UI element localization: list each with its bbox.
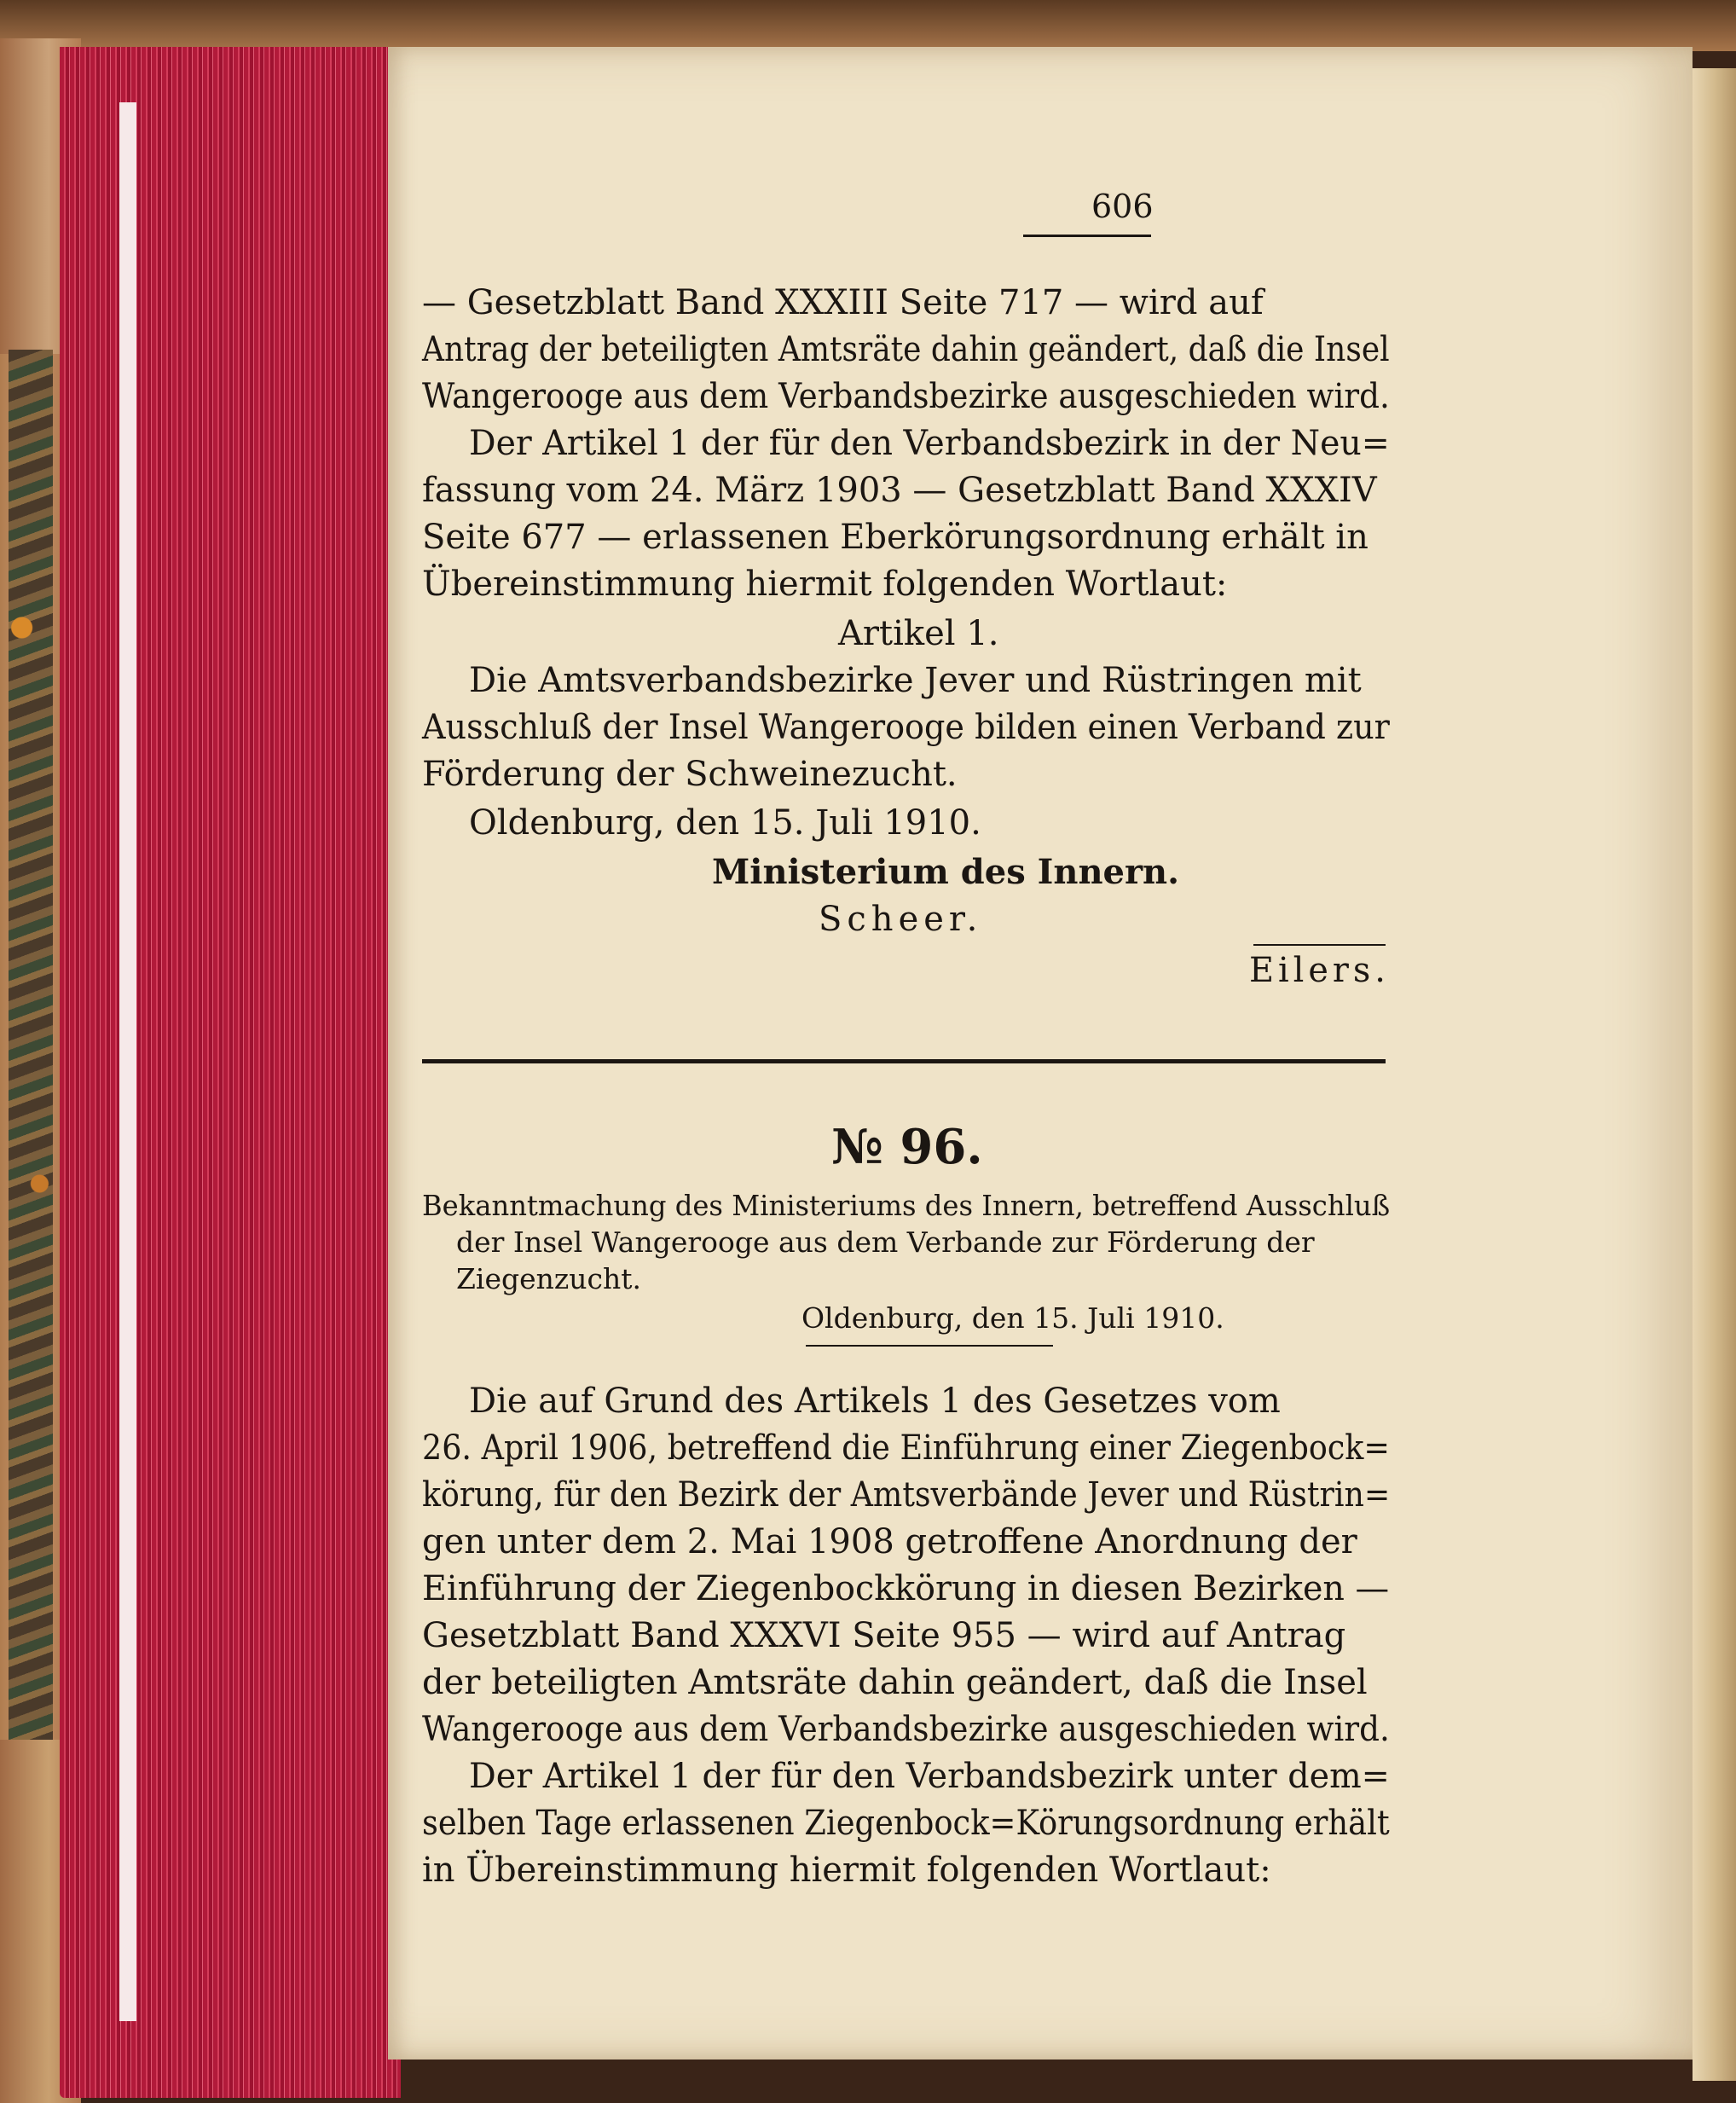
section-number: № 96. bbox=[831, 1119, 983, 1175]
text-line: Der Artikel 1 der für den Verbandsbezirk in der Neu= bbox=[469, 424, 1390, 463]
text-line: gen unter dem 2. Mai 1908 getroffene Anordnung der bbox=[422, 1522, 1357, 1561]
book-page bbox=[388, 47, 1693, 2060]
summary-date: Oldenburg, den 15. Juli 1910. bbox=[801, 1301, 1224, 1335]
article-heading: Artikel 1. bbox=[838, 614, 999, 653]
summary-line: Bekanntmachung des Ministeriums des Innern, betreffend Ausschluß bbox=[422, 1189, 1391, 1222]
text-line: körung, für den Bezirk der Amtsverbände Jever und Rüstrin= bbox=[422, 1475, 1391, 1515]
page-number: 606 bbox=[1091, 188, 1154, 225]
text-line: Wangerooge aus dem Verbandsbezirke ausgeschieden wird. bbox=[422, 377, 1390, 416]
text-line: in Übereinstimmung hiermit folgenden Wortlaut: bbox=[422, 1851, 1271, 1890]
ministry-name: Ministerium des Innern. bbox=[712, 852, 1180, 892]
red-page-edges bbox=[60, 47, 401, 2098]
text-line: der beteiligten Amtsräte dahin geändert, daß die Insel bbox=[422, 1663, 1368, 1702]
summary-rule bbox=[806, 1345, 1053, 1347]
signatory: Eilers. bbox=[1249, 951, 1390, 990]
text-line: Der Artikel 1 der für den Verbandsbezirk unter dem= bbox=[469, 1757, 1390, 1796]
text-line: Förderung der Schweinezucht. bbox=[422, 755, 958, 794]
text-line: Übereinstimmung hiermit folgenden Wortlaut: bbox=[422, 565, 1228, 604]
page-number-rule bbox=[1023, 235, 1151, 237]
text-line: fassung vom 24. März 1903 — Gesetzblatt Band XXXIV bbox=[422, 471, 1377, 510]
text-line: Die Amtsverbandsbezirke Jever und Rüstringen mit bbox=[469, 661, 1362, 700]
text-line: Seite 677 — erlassenen Eberkörungsordnung erhält in bbox=[422, 518, 1369, 557]
summary-line: Ziegenzucht. bbox=[456, 1262, 642, 1295]
facing-page-edge bbox=[1693, 68, 1736, 2081]
book-top-edge bbox=[0, 0, 1736, 51]
signature-rule bbox=[1253, 944, 1386, 946]
text-line: Einführung der Ziegenbockkörung in diesen Bezirken — bbox=[422, 1569, 1390, 1608]
text-line: Antrag der beteiligten Amtsräte dahin geändert, daß die Insel bbox=[422, 330, 1390, 369]
section-divider bbox=[422, 1059, 1386, 1063]
summary-line: der Insel Wangerooge aus dem Verbande zur Förderung der bbox=[456, 1225, 1315, 1259]
spine-marbled-paper bbox=[9, 350, 53, 1740]
signatory: Scheer. bbox=[819, 900, 983, 939]
place-date: Oldenburg, den 15. Juli 1910. bbox=[469, 803, 981, 843]
text-line: Ausschluß der Insel Wangerooge bilden einen Verband zur bbox=[422, 708, 1390, 747]
text-line: selben Tage erlassenen Ziegenbock=Körungsordnung erhält bbox=[422, 1804, 1390, 1843]
text-line: Wangerooge aus dem Verbandsbezirke ausgeschieden wird. bbox=[422, 1710, 1390, 1749]
text-line: Die auf Grund des Artikels 1 des Gesetzes vom bbox=[469, 1382, 1281, 1421]
page-edge-highlight bbox=[119, 102, 136, 2021]
text-line: 26. April 1906, betreffend die Einführung einer Ziegenbock= bbox=[422, 1428, 1390, 1468]
text-line: — Gesetzblatt Band XXXIII Seite 717 — wird auf bbox=[422, 283, 1264, 322]
text-line: Gesetzblatt Band XXXVI Seite 955 — wird auf Antrag bbox=[422, 1616, 1346, 1655]
